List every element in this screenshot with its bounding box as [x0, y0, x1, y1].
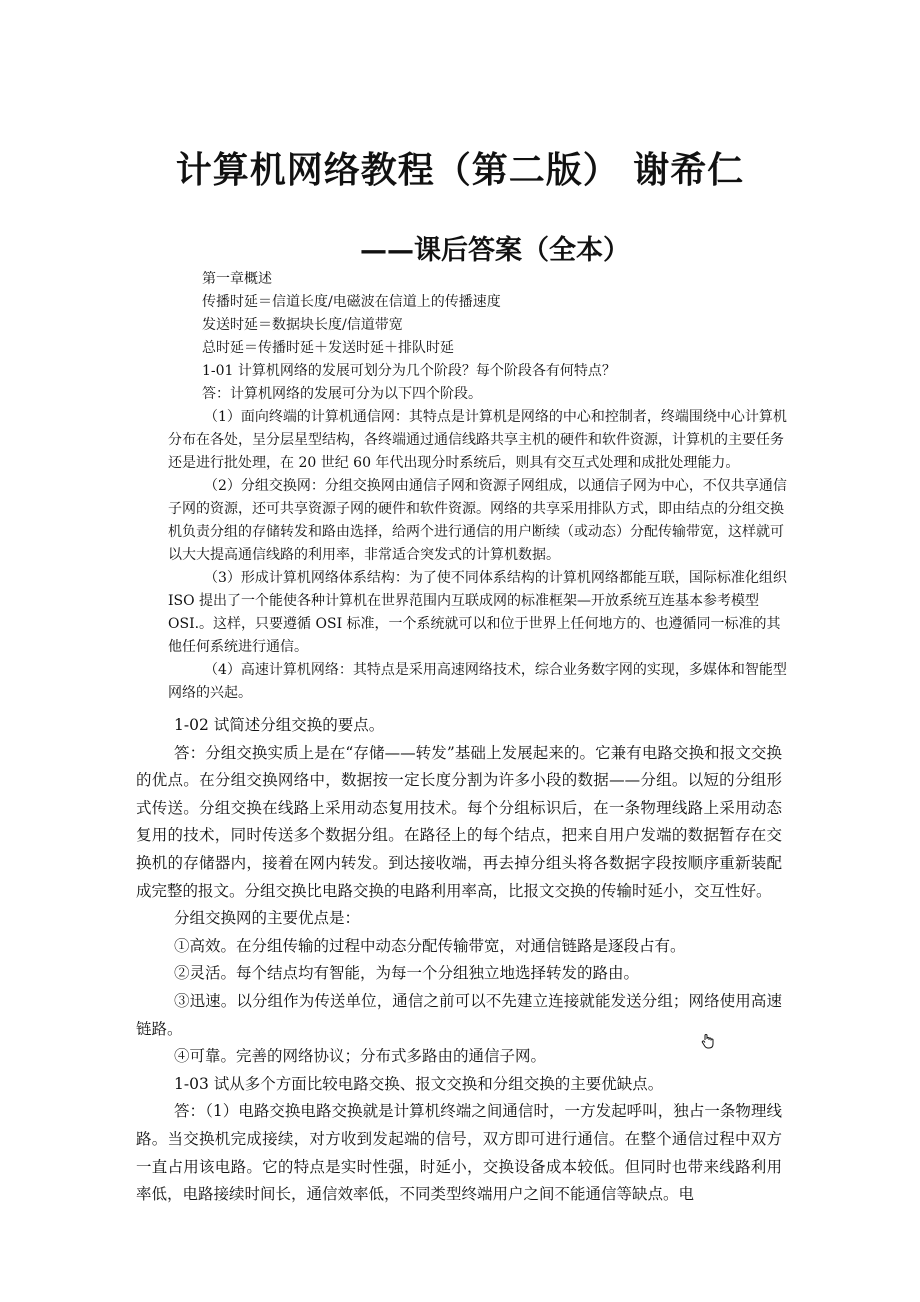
advantage-item: ④可靠。完善的网络协议；分布式多路由的通信子网。	[174, 1047, 547, 1066]
chapter-one-section	[168, 268, 788, 705]
stage-paragraph: （4）高速计算机网络：其特点是采用高速网络技术，综合业务数字网的实现，多媒体和智能型网络的兴起。	[168, 662, 787, 701]
answer-1-03: 答：（1）电路交换电路交换就是计算机终端之间通信时，一方发起呼叫，独占一条物理线路。当交换机完成接续，对方收到发起端的信号，双方即可进行通信。在整个通信过程中双方一直占用该电路。它的特点是实时性强，时延小，交换设备成本较低。但同时也带来线路利用率低，电路接续时间长，通信效率低，不同类型终端用户之间不能通信等缺点。电	[136, 1102, 782, 1204]
answer-1-02: 答：分组交换实质上是在“存储——转发”基础上发展起来的。它兼有电路交换和报文交换的优点。在分组交换网络中，数据按一定长度分割为许多小段的数据——分组。以短的分组形式传送。分组交换在线路上采用动态复用技术。每个分组标识后，在一条物理线路上采用动态复用的技术，同时传送多个数据分组。在路径上的每个结点，把来自用户发端的数据暂存在交换机的存储器内，接着在网内转发。到达接收端，再去掉分组头将各数据字段按顺序重新装配成完整的报文。分组交换比电路交换的电路利用率高，比报文交换的传输时延小，交互性好。	[136, 743, 782, 900]
section-1-02-1-03	[136, 712, 782, 1209]
formula-line: 发送时延＝数据块长度/信道带宽	[202, 317, 403, 333]
advantage-item: ①高效。在分组传输的过程中动态分配传输带宽，对通信链路是逐段占有。	[174, 936, 686, 955]
advantage-item: ③迅速。以分组作为传送单位，通信之前可以不先建立连接就能发送分组；网络使用高速链路。	[136, 991, 782, 1038]
advantage-item: ②灵活。每个结点均有智能，为每一个分组独立地选择转发的路由。	[174, 964, 640, 983]
question-1-01: 1-01 计算机网络的发展可划分为几个阶段？每个阶段各有何特点？	[202, 363, 616, 379]
hand-cursor-icon	[701, 1033, 715, 1049]
formula-line: 总时延＝传播时延＋发送时延＋排队时延	[202, 340, 454, 356]
advantages-heading: 分组交换网的主要优点是：	[174, 909, 361, 928]
page-subtitle: ——课后答案（全本）	[360, 235, 630, 266]
stage-paragraph: （1）面向终端的计算机通信网：其特点是计算机是网络的中心和控制者，终端围绕中心计算机分布在各处，呈分层星型结构，各终端通过通信线路共享主机的硬件和软件资源，计算机的主要任务还是进行批处理，在 20 世纪 60 年代出现分时系统后，则具有交互式处理和成批处理能力。	[168, 409, 787, 471]
chapter-heading: 第一章概述	[202, 271, 272, 287]
answer-1-01-intro: 答：计算机网络的发展可分为以下四个阶段。	[202, 386, 482, 402]
question-1-02: 1-02 试简述分组交换的要点。	[174, 716, 385, 734]
stage-paragraph: （2）分组交换网：分组交换网由通信子网和资源子网组成，以通信子网为中心，不仅共享通信子网的资源，还可共享资源子网的硬件和软件资源。网络的共享采用排队方式，即由结点的分组交换机负责分组的存储转发和路由选择，给两个进行通信的用户断续（或动态）分配传输带宽，这样就可以大大提高通信线路的利用率，非常适合突发式的计算机数据。	[168, 478, 787, 563]
stage-paragraph: （3）形成计算机网络体系结构：为了使不同体系结构的计算机网络都能互联，国际标准化组织 ISO 提出了一个能使各种计算机在世界范围内互联成网的标准框架—开放系统互连基本参考模型 OSI.。这样，只要遵循 OSI 标准，一个系统就可以和位于世界上任何地方的、也遵循同一标准的其他任何系统进行通信。	[168, 570, 787, 655]
page-title: 计算机网络教程（第二版） 谢希仁	[175, 150, 745, 191]
formula-line: 传播时延＝信道长度/电磁波在信道上的传播速度	[202, 294, 501, 310]
question-1-03: 1-03 试从多个方面比较电路交换、报文交换和分组交换的主要优缺点。	[174, 1074, 664, 1093]
